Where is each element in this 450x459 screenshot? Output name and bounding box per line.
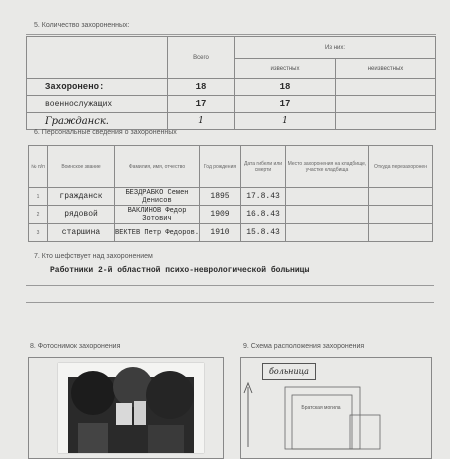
cell-num: 2 [29,206,48,224]
row-total: 17 [168,96,235,113]
header-death: Дата гибели или смерти [241,146,286,188]
row-label: Гражданск. [27,113,168,130]
col-known-header: известных [235,59,336,79]
cell-num: 1 [29,188,48,206]
cell-year: 1895 [200,188,241,206]
divider [26,302,434,303]
header-from: Откуда перезахоронен [369,146,433,188]
row-unknown [336,113,436,130]
row-known: 18 [235,79,336,96]
cell-death: 17.8.43 [241,188,286,206]
mass-grave-label: Братская могила [301,405,341,411]
patron-value: Работники 2-й областной психо-неврологической больницы [50,266,310,275]
cell-from [369,224,433,242]
scheme-drawing [240,357,430,450]
cell-rank: гражданск [48,188,115,206]
divider [26,285,434,286]
cell-place [286,224,369,242]
cell-year: 1910 [200,224,241,242]
cell-death: 15.8.43 [241,224,286,242]
cell-rank: старшина [48,224,115,242]
section-7-title: 7. Кто шефствует над захоронением [34,253,153,260]
header-name: Фамилия, имя, отчество [115,146,200,188]
row-total: 18 [168,79,235,96]
col-total-header: Всего [168,37,235,79]
divider [26,34,436,35]
section-6-title: 6. Персональные сведения о захороненных [34,129,177,136]
section-9-title: 9. Схема расположения захоронения [243,343,365,350]
burial-photo-image [58,363,204,453]
section-5-title: 5. Количество захороненных: [34,22,130,29]
row-label: военнослужащих [27,96,168,113]
personal-data-table [28,145,433,242]
photo-card [58,363,204,453]
header-year: Год рождения [200,146,241,188]
row-label: Захоронено: [27,79,168,96]
col-unknown-header: неизвестных [336,59,436,79]
cell-from [369,188,433,206]
cell-year: 1909 [200,206,241,224]
hospital-label: больница [262,363,316,380]
cell-name: ВЕКТЕВ Петр Федоров. [115,224,200,242]
cell-num: 3 [29,224,48,242]
cell-place [286,206,369,224]
row-unknown [336,79,436,96]
cell-death: 16.8.43 [241,206,286,224]
cell-place [286,188,369,206]
header-rank: Воинское звание [48,146,115,188]
header-num: № п/п [29,146,48,188]
cell-name: ВАКЛИНОВ Федор Зотович [115,206,200,224]
cell-name: БЕЗДРАБКО Семен Денисов [115,188,200,206]
cell-rank: рядовой [48,206,115,224]
row-unknown [336,96,436,113]
cell-from [369,206,433,224]
header-place: Место захоронения на кладбище, участке кладбища [286,146,369,188]
row-known: 17 [235,96,336,113]
row-total: 1 [168,113,235,130]
burials-count-table [26,36,436,130]
col-label [27,37,168,79]
col-of-them-header: Из них: [235,37,436,59]
row-known: 1 [235,113,336,130]
section-8-title: 8. Фотоснимок захоронения [30,343,121,350]
